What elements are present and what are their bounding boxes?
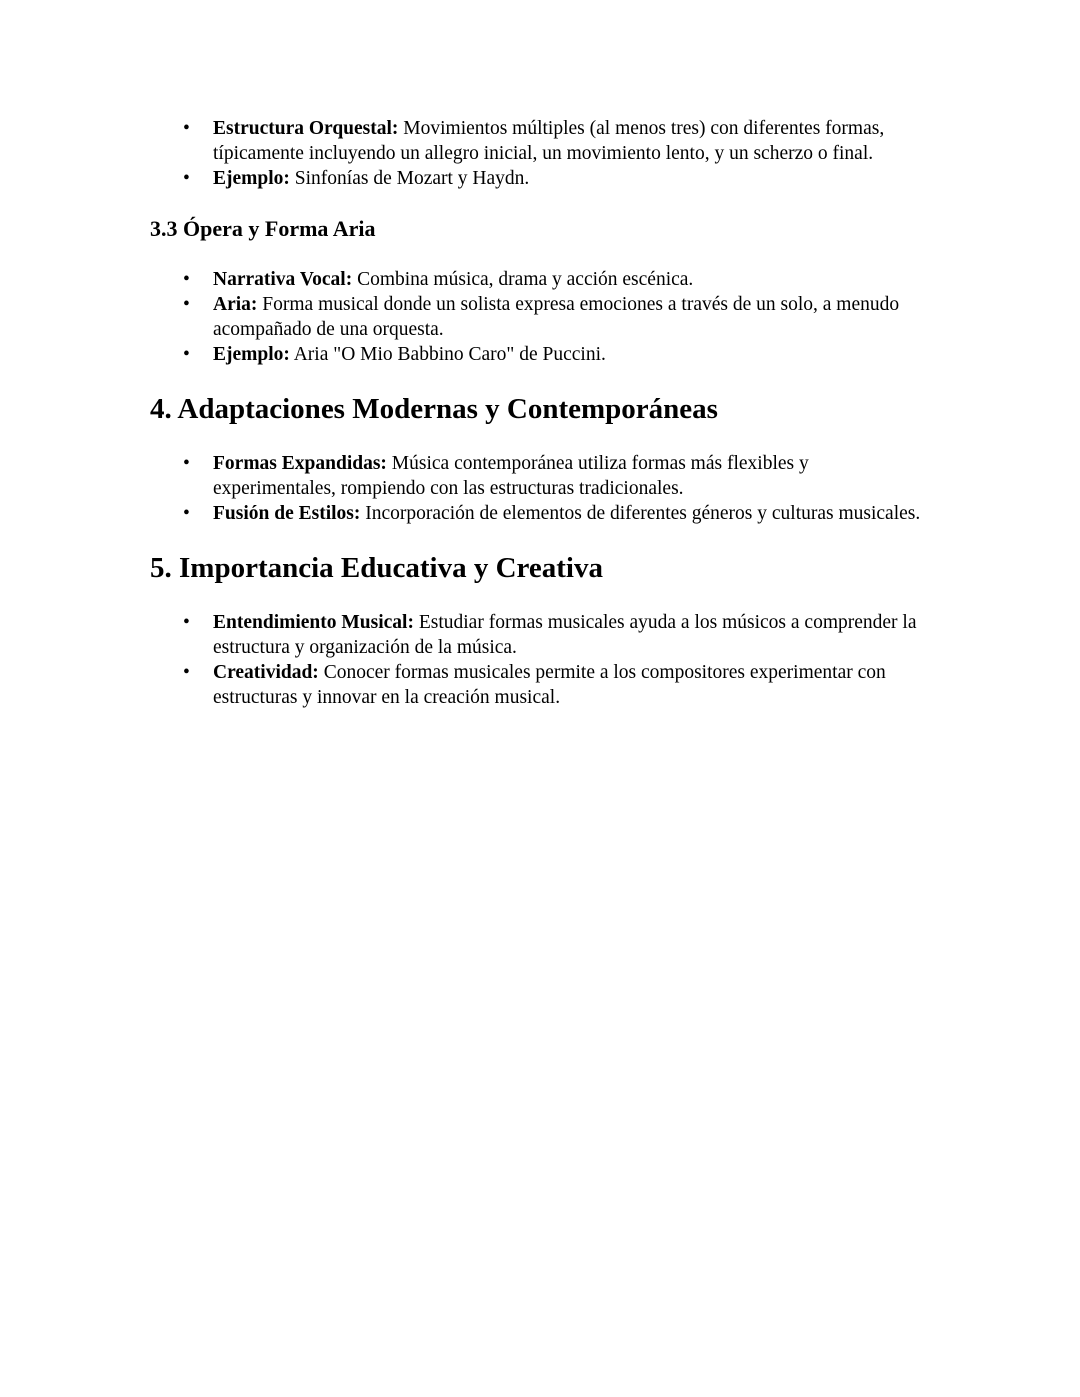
item-text: Conocer formas musicales permite a los compositores experimentar con estructuras y innovar en la creación musical. (213, 662, 886, 708)
item-label: Creatividad: (213, 662, 319, 683)
list-item (150, 116, 935, 166)
item-label: Formas Expandidas: (213, 453, 387, 474)
item-text: Combina música, drama y acción escénica. (352, 269, 694, 290)
section-4-bullet-list (150, 451, 935, 526)
list-item (150, 501, 935, 526)
intro-bullet-list (150, 116, 935, 191)
item-label: Aria: (213, 294, 258, 315)
item-text: Movimientos múltiples (al menos tres) con diferentes formas, típicamente incluyendo un allegro inicial, un movimiento lento, y un scherzo o final. (213, 118, 885, 164)
section-heading-5: 5. Importancia Educativa y Creativa (150, 552, 603, 584)
item-text: Sinfonías de Mozart y Haydn. (289, 168, 530, 189)
section-3-3-bullet-list (150, 267, 935, 367)
item-label: Narrativa Vocal: (213, 269, 353, 290)
item-text: Estudiar formas musicales ayuda a los músicos a comprender la estructura y organización de la música. (213, 612, 917, 658)
section-5-bullet-list (150, 610, 935, 710)
list-item (150, 610, 935, 660)
item-label: Ejemplo: (213, 344, 290, 365)
item-text: Forma musical donde un solista expresa emociones a través de un solo, a menudo acompañado de una orquesta. (213, 294, 900, 340)
section-heading-4: 4. Adaptaciones Modernas y Contemporáneas (150, 393, 718, 425)
item-label: Fusión de Estilos: (213, 503, 361, 524)
item-label: Estructura Orquestal: (213, 118, 399, 139)
list-item (150, 660, 935, 710)
list-item (150, 292, 935, 342)
item-text: Aria "O Mio Babbino Caro" de Puccini. (289, 344, 606, 365)
item-text: Incorporación de elementos de diferentes géneros y culturas musicales. (360, 503, 921, 524)
list-item (150, 267, 935, 292)
item-label: Entendimiento Musical: (213, 612, 414, 633)
list-item (150, 451, 935, 501)
item-label: Ejemplo: (213, 168, 290, 189)
item-text: Música contemporánea utiliza formas más flexibles y experimentales, rompiendo con las estructuras tradicionales. (213, 453, 809, 499)
list-item (150, 166, 935, 191)
list-item (150, 342, 935, 367)
section-heading-3-3: 3.3 Ópera y Forma Aria (150, 216, 376, 241)
